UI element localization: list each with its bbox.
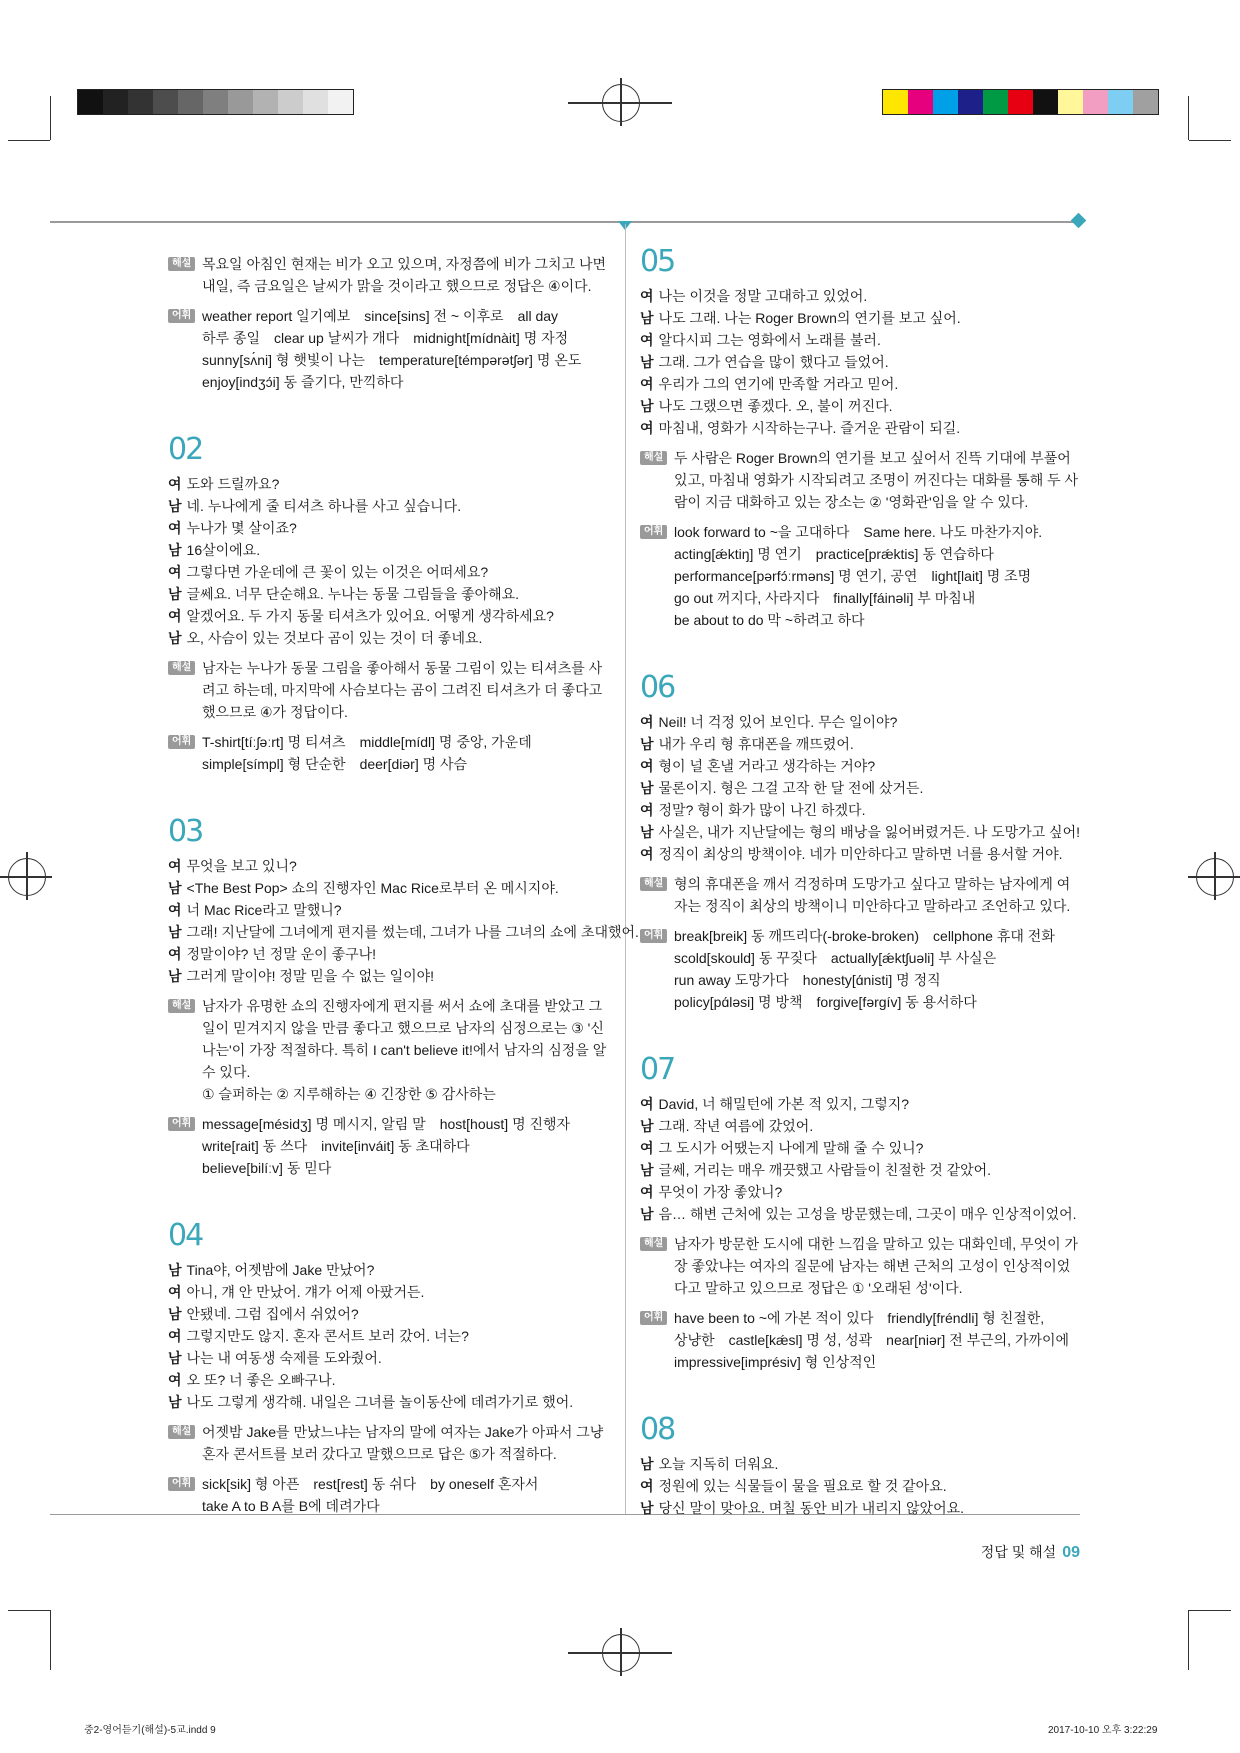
dialogue-line xyxy=(640,1203,1082,1225)
dialogue-text: 내가 우리 형 휴대폰을 깨뜨렸어. xyxy=(658,736,854,752)
vocabulary-entry: be about to do 막 ~하려고 하다 xyxy=(674,612,865,628)
page-footer xyxy=(981,1542,1080,1562)
vocabulary-entry: temperature[témpərətʃər] 명 온도 xyxy=(378,352,582,368)
speaker-label: 남 xyxy=(168,586,182,602)
vocabulary-entry: take A to B A를 B에 데려가다 xyxy=(202,1498,380,1514)
dialogue-text: 음… 해변 근처에 있는 고성을 방문했는데, 그곳이 매우 인상적이었어. xyxy=(658,1206,1077,1222)
dialogue-line xyxy=(168,539,610,561)
answer-options: ① 슬퍼하는 ② 지루해하는 ④ 긴장한 ⑤ 감사하는 xyxy=(202,1086,496,1102)
dialogue-text: 16살이에요. xyxy=(186,542,261,558)
s01-vocabulary xyxy=(168,305,610,393)
dialogue-line xyxy=(168,1259,610,1281)
speaker-label: 남 xyxy=(640,1118,654,1134)
dialogue-line xyxy=(640,351,1082,373)
dialogue-line xyxy=(640,1453,1082,1475)
s07-explanation xyxy=(640,1233,1082,1299)
slug-filename: 중2-영어듣기(해설)-5교.indd 9 xyxy=(84,1725,216,1736)
dialogue-text: 나도 그랬으면 좋겠다. 오, 불이 꺼진다. xyxy=(658,398,893,414)
left-column xyxy=(168,245,639,1517)
dialogue-text: 나는 이것을 정말 고대하고 있었어. xyxy=(658,288,868,304)
dialogue-text: 정직이 최상의 방책이야. 네가 미안하다고 말하면 너를 용서할 거야. xyxy=(658,846,1063,862)
s04-explanation xyxy=(168,1421,610,1465)
vocabulary-entry: middle[mídl] 명 중앙, 가운데 xyxy=(359,734,532,750)
dialogue-line xyxy=(640,395,1082,417)
s08-dialogue xyxy=(640,1453,1082,1519)
s05-explanation xyxy=(640,447,1082,513)
vocabulary-line xyxy=(202,731,610,753)
vocabulary-entry: forgive[fərgív] 동 용서하다 xyxy=(816,994,977,1010)
speaker-label: 여 xyxy=(640,758,654,774)
speaker-label: 여 xyxy=(640,802,654,818)
speaker-label: 여 xyxy=(640,332,654,348)
color-swatch xyxy=(253,90,278,114)
dialogue-line xyxy=(640,799,1082,821)
vocabulary-line xyxy=(674,1351,1082,1373)
dialogue-text: 물론이지. 형은 그걸 고작 한 달 전에 샀거든. xyxy=(658,780,924,796)
dialogue-line xyxy=(640,711,1082,733)
explanation-text: 남자가 방문한 도시에 대한 느낌을 말하고 있는 대화인데, 무엇이 가장 좋았냐는 여자의 질문에 남자는 해변 근처의 고성이 인상적이었다고 말하고 있으므로 정답은 ① '오래된 성'이다. xyxy=(674,1236,1079,1296)
speaker-label: 남 xyxy=(640,354,654,370)
speaker-label: 남 xyxy=(168,1306,182,1322)
dialogue-text: 그러게 말이야! 정말 믿을 수 없는 일이야! xyxy=(186,968,435,984)
dialogue-text: 너 Mac Rice라고 말했니? xyxy=(186,902,342,918)
dialogue-text: 글쎄요. 너무 단순해요. 누나는 동물 그림들을 좋아해요. xyxy=(186,586,520,602)
vocabulary-line xyxy=(674,991,1082,1013)
dialogue-text: 오 또? 너 좋은 오빠구나. xyxy=(186,1372,336,1388)
dialogue-line xyxy=(640,1137,1082,1159)
vocabulary-entry: near[niər] 전 부근의, 가까이에 xyxy=(886,1332,1070,1348)
vocabulary-entry: scold[skould] 동 꾸짖다 xyxy=(674,950,817,966)
vocabulary-tag: 어휘 xyxy=(168,1117,195,1131)
dialogue-text: 우리가 그의 연기에 만족할 거라고 믿어. xyxy=(658,376,899,392)
speaker-label: 남 xyxy=(168,542,182,558)
color-swatch xyxy=(128,90,153,114)
dialogue-text: 오, 사슴이 있는 것보다 곰이 있는 것이 더 좋네요. xyxy=(186,630,483,646)
dialogue-line xyxy=(168,921,639,943)
vocabulary-line xyxy=(674,1329,1082,1351)
vocabulary-entry: sick[sik] 형 아픈 xyxy=(202,1476,300,1492)
vocabulary-line xyxy=(202,1157,610,1179)
explanation-text: 남자가 유명한 쇼의 진행자에게 편지를 써서 쇼에 초대를 받았고 그 일이 믿겨지지 않을 만큼 좋다고 했으므로 남자의 심정으로는 ③ '신나는'이 가장 적절하다. 특히 I can't believe it!에서 남자의 심정을 알 수 있다. xyxy=(202,998,607,1080)
dialogue-text: 아니, 걔 안 만났어. 걔가 어제 아팠거든. xyxy=(186,1284,425,1300)
speaker-label: 여 xyxy=(640,714,654,730)
dialogue-line xyxy=(640,417,1082,439)
dialogue-text: 그래! 지난달에 그녀에게 편지를 썼는데, 그녀가 나를 그녀의 쇼에 초대했어. xyxy=(186,924,639,940)
dialogue-text: <The Best Pop> 쇼의 진행자인 Mac Rice로부터 온 메시지야. xyxy=(186,880,559,896)
color-swatch xyxy=(278,90,303,114)
explanation-tag: 해설 xyxy=(168,257,195,271)
speaker-label: 여 xyxy=(640,376,654,392)
dialogue-text: 알다시피 그는 영화에서 노래를 불러. xyxy=(658,332,881,348)
speaker-label: 남 xyxy=(640,736,654,752)
header-diamond-marker xyxy=(1071,213,1087,229)
vocabulary-entry: enjoy[indʒɔ́i] 동 즐기다, 만끽하다 xyxy=(202,374,404,390)
vocabulary-entry: clear up 날씨가 개다 xyxy=(274,330,400,346)
vocabulary-entry: run away 도망가다 xyxy=(674,972,789,988)
s03-vocabulary xyxy=(168,1113,610,1179)
dialogue-text: 오늘 지독히 더워요. xyxy=(658,1456,779,1472)
speaker-label: 여 xyxy=(640,1096,654,1112)
dialogue-line xyxy=(168,943,610,965)
explanation-tag: 해설 xyxy=(168,999,195,1013)
dialogue-line xyxy=(640,777,1082,799)
dialogue-line xyxy=(168,627,610,649)
speaker-label: 여 xyxy=(168,564,182,580)
vocabulary-entry: deer[diər] 명 사슴 xyxy=(359,756,468,772)
speaker-label: 남 xyxy=(168,1262,182,1278)
s04-vocabulary xyxy=(168,1473,610,1517)
speaker-label: 여 xyxy=(168,520,182,536)
speaker-label: 남 xyxy=(640,1456,654,1472)
section-number-07: 07 xyxy=(640,1052,675,1087)
color-swatch xyxy=(933,90,958,114)
s07-dialogue xyxy=(640,1093,1082,1225)
explanation-text: 남자는 누나가 동물 그림을 좋아해서 동물 그림이 있는 티셔츠를 사려고 하는데, 마지막에 사슴보다는 곰이 그려진 티셔츠가 더 좋다고 했으므로 ④가 정답이다. xyxy=(202,660,603,720)
dialogue-line xyxy=(168,583,610,605)
speaker-label: 여 xyxy=(168,858,182,874)
dialogue-line xyxy=(640,307,1082,329)
s06-dialogue xyxy=(640,711,1082,865)
dialogue-line xyxy=(640,1475,1082,1497)
explanation-text: 어젯밤 Jake를 만났느냐는 남자의 말에 여자는 Jake가 아파서 그냥 혼자 콘서트를 보러 갔다고 말했으므로 답은 ⑤가 적절하다. xyxy=(202,1424,604,1462)
crop-mark xyxy=(8,140,50,141)
vocabulary-line xyxy=(202,349,610,371)
dialogue-line xyxy=(168,605,610,627)
right-column xyxy=(640,245,1082,1519)
crop-mark xyxy=(1189,140,1231,141)
vocabulary-entry: have been to ~에 가본 적이 있다 xyxy=(674,1310,874,1326)
vocabulary-line xyxy=(202,753,610,775)
speaker-label: 여 xyxy=(168,902,182,918)
speaker-label: 여 xyxy=(640,1478,654,1494)
color-swatch xyxy=(328,90,353,114)
dialogue-text: 그렇지만도 않지. 혼자 콘서트 보러 갔어. 너는? xyxy=(186,1328,469,1344)
speaker-label: 남 xyxy=(640,398,654,414)
vocabulary-entry: 상냥한 xyxy=(674,1332,715,1348)
section-number-04: 04 xyxy=(168,1218,203,1253)
color-swatch xyxy=(983,90,1008,114)
vocabulary-tag: 어휘 xyxy=(640,929,667,943)
registration-mark xyxy=(620,78,622,126)
dialogue-text: 글쎄, 거리는 매우 깨끗했고 사람들이 친절한 것 같았어. xyxy=(658,1162,992,1178)
s04-dialogue xyxy=(168,1259,610,1413)
dialogue-line xyxy=(168,1369,610,1391)
color-swatch xyxy=(1008,90,1033,114)
s05-dialogue xyxy=(640,285,1082,439)
dialogue-line xyxy=(640,1181,1082,1203)
vocabulary-tag: 어휘 xyxy=(640,1311,667,1325)
dialogue-line xyxy=(168,855,610,877)
dialogue-line xyxy=(168,1303,610,1325)
color-swatch xyxy=(1108,90,1133,114)
s02-dialogue xyxy=(168,473,610,649)
speaker-label: 여 xyxy=(640,1140,654,1156)
vocabulary-entry: host[houst] 명 진행자 xyxy=(439,1116,571,1132)
vocabulary-entry: Same here. 나도 마찬가지야. xyxy=(863,524,1043,540)
vocabulary-line xyxy=(202,371,610,393)
dialogue-line xyxy=(168,495,610,517)
dialogue-text: 그렇다면 가운데에 큰 꽃이 있는 이것은 어떠세요? xyxy=(186,564,489,580)
vocabulary-line xyxy=(202,327,610,349)
dialogue-text: Tina야, 어젯밤에 Jake 만났어? xyxy=(186,1262,375,1278)
vocabulary-tag: 어휘 xyxy=(168,309,195,323)
vocabulary-line xyxy=(202,1495,610,1517)
dialogue-text: Neil! 너 걱정 있어 보인다. 무슨 일이야? xyxy=(658,714,898,730)
speaker-label: 여 xyxy=(168,476,182,492)
color-swatch xyxy=(883,90,908,114)
vocabulary-entry: honesty[ɑ́nisti] 명 정직 xyxy=(802,972,941,988)
vocabulary-entry: performance[pərfɔ́ːrməns] 명 연기, 공연 xyxy=(674,568,918,584)
dialogue-line xyxy=(168,561,610,583)
section-number-08: 08 xyxy=(640,1412,675,1447)
vocabulary-entry: simple[símpl] 형 단순한 xyxy=(202,756,346,772)
vocabulary-entry: sunny[sʌ́ni] 형 햇빛이 나는 xyxy=(202,352,365,368)
crop-mark xyxy=(8,1610,50,1611)
dialogue-line xyxy=(640,285,1082,307)
dialogue-text: 안됐네. 그럼 집에서 쉬었어? xyxy=(186,1306,359,1322)
vocabulary-line xyxy=(674,1307,1082,1329)
vocabulary-tag: 어휘 xyxy=(640,525,667,539)
speaker-label: 남 xyxy=(168,968,182,984)
vocabulary-entry: T-shirt[tíːʃəːrt] 명 티셔츠 xyxy=(202,734,346,750)
dialogue-line xyxy=(640,1093,1082,1115)
registration-mark xyxy=(1214,852,1216,900)
speaker-label: 남 xyxy=(640,1500,654,1516)
speaker-label: 남 xyxy=(168,630,182,646)
color-swatch xyxy=(103,90,128,114)
speaker-label: 여 xyxy=(168,1328,182,1344)
section-number-06: 06 xyxy=(640,670,675,705)
vocabulary-tag: 어휘 xyxy=(168,735,195,749)
vocabulary-entry: by oneself 혼자서 xyxy=(430,1476,539,1492)
color-swatch xyxy=(178,90,203,114)
color-swatch xyxy=(908,90,933,114)
vocabulary-entry: light[lait] 명 조명 xyxy=(931,568,1032,584)
vocabulary-entry: acting[ǽktiŋ] 명 연기 xyxy=(674,546,802,562)
color-swatch xyxy=(1083,90,1108,114)
speaker-label: 남 xyxy=(640,824,654,840)
speaker-label: 남 xyxy=(168,1394,182,1410)
dialogue-line xyxy=(168,1391,610,1413)
registration-mark xyxy=(620,1628,622,1676)
dialogue-text: 무엇을 보고 있니? xyxy=(186,858,297,874)
speaker-label: 여 xyxy=(168,946,182,962)
dialogue-text: 형이 널 혼낼 거라고 생각하는 거야? xyxy=(658,758,876,774)
crop-mark xyxy=(1189,1610,1231,1611)
vocabulary-line xyxy=(202,305,610,327)
speaker-label: 여 xyxy=(640,288,654,304)
color-swatch xyxy=(203,90,228,114)
vocabulary-line xyxy=(202,1473,610,1495)
explanation-text: 형의 휴대폰을 깨서 걱정하며 도망가고 싶다고 말하는 남자에게 여자는 정직이 최상의 방책이니 미안하다고 말하라고 조언하고 있다. xyxy=(674,876,1071,914)
speaker-label: 여 xyxy=(640,420,654,436)
dialogue-text: 무엇이 가장 좋았니? xyxy=(658,1184,783,1200)
dialogue-line xyxy=(640,329,1082,351)
s03-explanation xyxy=(168,995,610,1105)
dialogue-line xyxy=(168,877,610,899)
vocabulary-tag: 어휘 xyxy=(168,1477,195,1491)
dialogue-text: 그래. 작년 여름에 갔었어. xyxy=(658,1118,814,1134)
vocabulary-entry: believe[bilíːv] 동 믿다 xyxy=(202,1160,332,1176)
vocabulary-entry: break[breik] 동 깨뜨리다(-broke-broken) xyxy=(674,928,920,944)
speaker-label: 남 xyxy=(640,780,654,796)
vocabulary-entry: cellphone 휴대 전화 xyxy=(933,928,1055,944)
dialogue-text: 그 도시가 어땠는지 나에게 말해 줄 수 있니? xyxy=(658,1140,924,1156)
color-swatch xyxy=(78,90,103,114)
s03-dialogue xyxy=(168,855,639,987)
dialogue-line xyxy=(640,755,1082,777)
vocabulary-line xyxy=(674,925,1082,947)
speaker-label: 남 xyxy=(168,1350,182,1366)
vocabulary-line xyxy=(674,969,1082,991)
color-swatch xyxy=(303,90,328,114)
dialogue-line xyxy=(168,899,610,921)
dialogue-text: 나도 그래. 나는 Roger Brown의 연기를 보고 싶어. xyxy=(658,310,961,326)
page-number: 09 xyxy=(1062,1544,1080,1561)
vocabulary-entry: policy[pɑ́ləsi] 명 방책 xyxy=(674,994,803,1010)
vocabulary-entry: midnight[mídnàit] 명 자정 xyxy=(413,330,569,346)
speaker-label: 남 xyxy=(640,1206,654,1222)
vocabulary-line xyxy=(202,1113,610,1135)
vocabulary-entry: rest[rest] 동 쉬다 xyxy=(313,1476,417,1492)
vocabulary-line xyxy=(202,1135,610,1157)
speaker-label: 남 xyxy=(168,924,182,940)
vocabulary-entry: write[rait] 동 쓰다 xyxy=(202,1138,308,1154)
color-calibration-bar xyxy=(882,89,1159,115)
explanation-tag: 해설 xyxy=(168,661,195,675)
color-swatch xyxy=(1058,90,1083,114)
color-swatch xyxy=(1133,90,1158,114)
s06-explanation xyxy=(640,873,1082,917)
s07-vocabulary xyxy=(640,1307,1082,1373)
dialogue-line xyxy=(640,373,1082,395)
color-swatch xyxy=(228,90,253,114)
header-rule xyxy=(50,221,1080,223)
speaker-label: 여 xyxy=(168,1284,182,1300)
dialogue-text: 도와 드릴까요? xyxy=(186,476,280,492)
dialogue-text: David, 너 해밀턴에 가본 적 있지, 그렇지? xyxy=(658,1096,910,1112)
explanation-text: 두 사람은 Roger Brown의 연기를 보고 싶어서 진뜩 기대에 부풀어 있고, 마침내 영화가 시작되려고 조명이 꺼진다는 대화를 통해 두 사람이 지금 대화하고 있는 장소는 ② '영화관'임을 알 수 있다. xyxy=(674,450,1079,510)
dialogue-line xyxy=(168,965,610,987)
vocabulary-entry: all day xyxy=(517,308,559,324)
vocabulary-line xyxy=(674,543,1082,565)
dialogue-text: 정원에 있는 식물들이 물을 필요로 할 것 같아요. xyxy=(658,1478,947,1494)
s01-explanation xyxy=(168,253,610,297)
explanation-tag: 해설 xyxy=(640,451,667,465)
speaker-label: 남 xyxy=(168,880,182,896)
dialogue-line xyxy=(168,473,610,495)
vocabulary-entry: 하루 종일 xyxy=(202,330,260,346)
dialogue-line xyxy=(168,1347,610,1369)
section-number-05: 05 xyxy=(640,244,675,279)
dialogue-text: 당신 말이 맞아요. 며칠 동안 비가 내리지 않았어요. xyxy=(658,1500,965,1516)
s06-vocabulary xyxy=(640,925,1082,1013)
dialogue-text: 마침내, 영화가 시작하는구나. 즐거운 관람이 되길. xyxy=(658,420,961,436)
vocabulary-line xyxy=(674,565,1082,587)
vocabulary-entry: message[mésidʒ] 명 메시지, 알림 말 xyxy=(202,1116,426,1132)
vocabulary-entry: weather report 일기예보 xyxy=(202,308,351,324)
s02-explanation xyxy=(168,657,610,723)
dialogue-line xyxy=(168,517,610,539)
speaker-label: 여 xyxy=(640,1184,654,1200)
vocabulary-entry: actually[ǽktʃuəli] 부 사실은 xyxy=(830,950,997,966)
vocabulary-line xyxy=(674,609,1082,631)
speaker-label: 남 xyxy=(168,498,182,514)
speaker-label: 여 xyxy=(640,846,654,862)
vocabulary-line xyxy=(674,521,1082,543)
section-number-02: 02 xyxy=(168,432,203,467)
slug-timestamp: 2017-10-10 오후 3:22:29 xyxy=(1048,1725,1158,1736)
dialogue-text: 네. 누나에게 줄 티셔츠 하나를 사고 싶습니다. xyxy=(186,498,462,514)
vocabulary-entry: look forward to ~을 고대하다 xyxy=(674,524,850,540)
dialogue-line xyxy=(640,843,1082,865)
footer-label: 정답 및 해설 xyxy=(980,1544,1057,1560)
crop-mark xyxy=(1188,96,1189,140)
speaker-label: 남 xyxy=(640,310,654,326)
dialogue-line xyxy=(168,1325,610,1347)
explanation-tag: 해설 xyxy=(640,877,667,891)
registration-mark xyxy=(26,852,28,900)
vocabulary-entry: since[sins] 전 ~ 이후로 xyxy=(364,308,504,324)
vocabulary-entry: castle[kǽsl] 명 성, 성곽 xyxy=(728,1332,873,1348)
vocabulary-line xyxy=(674,587,1082,609)
dialogue-text: 정말? 형이 화가 많이 나긴 하겠다. xyxy=(658,802,866,818)
vocabulary-entry: friendly[fréndli] 형 친절한, xyxy=(887,1310,1045,1326)
dialogue-line xyxy=(640,1497,1082,1519)
dialogue-line xyxy=(640,1159,1082,1181)
dialogue-text: 나는 내 여동생 숙제를 도와줬어. xyxy=(186,1350,382,1366)
dialogue-line xyxy=(168,1281,610,1303)
vocabulary-line xyxy=(674,947,1082,969)
vocabulary-entry: go out 꺼지다, 사라지다 xyxy=(674,590,820,606)
dialogue-line xyxy=(640,1115,1082,1137)
crop-mark xyxy=(50,96,51,140)
s05-vocabulary xyxy=(640,521,1082,631)
explanation-text: 목요일 아침인 현재는 비가 오고 있으며, 자정쯤에 비가 그치고 나면 내일, 즉 금요일은 날씨가 맑을 것이라고 했으므로 정답은 ④이다. xyxy=(202,256,607,294)
dialogue-text: 알겠어요. 두 가지 동물 티셔츠가 있어요. 어떻게 생각하세요? xyxy=(186,608,554,624)
vocabulary-entry: invite[inváit] 동 초대하다 xyxy=(321,1138,470,1154)
color-swatch xyxy=(153,90,178,114)
speaker-label: 남 xyxy=(640,1162,654,1178)
explanation-tag: 해설 xyxy=(640,1237,667,1251)
grayscale-calibration-bar xyxy=(77,89,354,115)
vocabulary-entry: finally[fáinəli] 부 마침내 xyxy=(833,590,976,606)
dialogue-text: 그래. 그가 연습을 많이 했다고 들었어. xyxy=(658,354,889,370)
color-swatch xyxy=(1033,90,1058,114)
speaker-label: 여 xyxy=(168,608,182,624)
dialogue-text: 정말이야? 넌 정말 운이 좋구나! xyxy=(186,946,377,962)
dialogue-text: 누나가 몇 살이죠? xyxy=(186,520,297,536)
s02-vocabulary xyxy=(168,731,610,775)
crop-mark xyxy=(50,1610,51,1670)
vocabulary-entry: practice[prǽktis] 동 연습하다 xyxy=(815,546,994,562)
section-number-03: 03 xyxy=(168,814,203,849)
vocabulary-entry: impressive[imprésiv] 형 인상적인 xyxy=(674,1354,877,1370)
dialogue-line xyxy=(640,733,1082,755)
column-divider xyxy=(625,224,626,1514)
dialogue-text: 사실은, 내가 지난달에는 형의 배낭을 잃어버렸거든. 나 도망가고 싶어! xyxy=(658,824,1080,840)
color-swatch xyxy=(958,90,983,114)
explanation-tag: 해설 xyxy=(168,1425,195,1439)
speaker-label: 여 xyxy=(168,1372,182,1388)
crop-mark xyxy=(1188,1610,1189,1670)
dialogue-line xyxy=(640,821,1082,843)
dialogue-text: 나도 그렇게 생각해. 내일은 그녀를 놀이동산에 데려가기로 했어. xyxy=(186,1394,574,1410)
